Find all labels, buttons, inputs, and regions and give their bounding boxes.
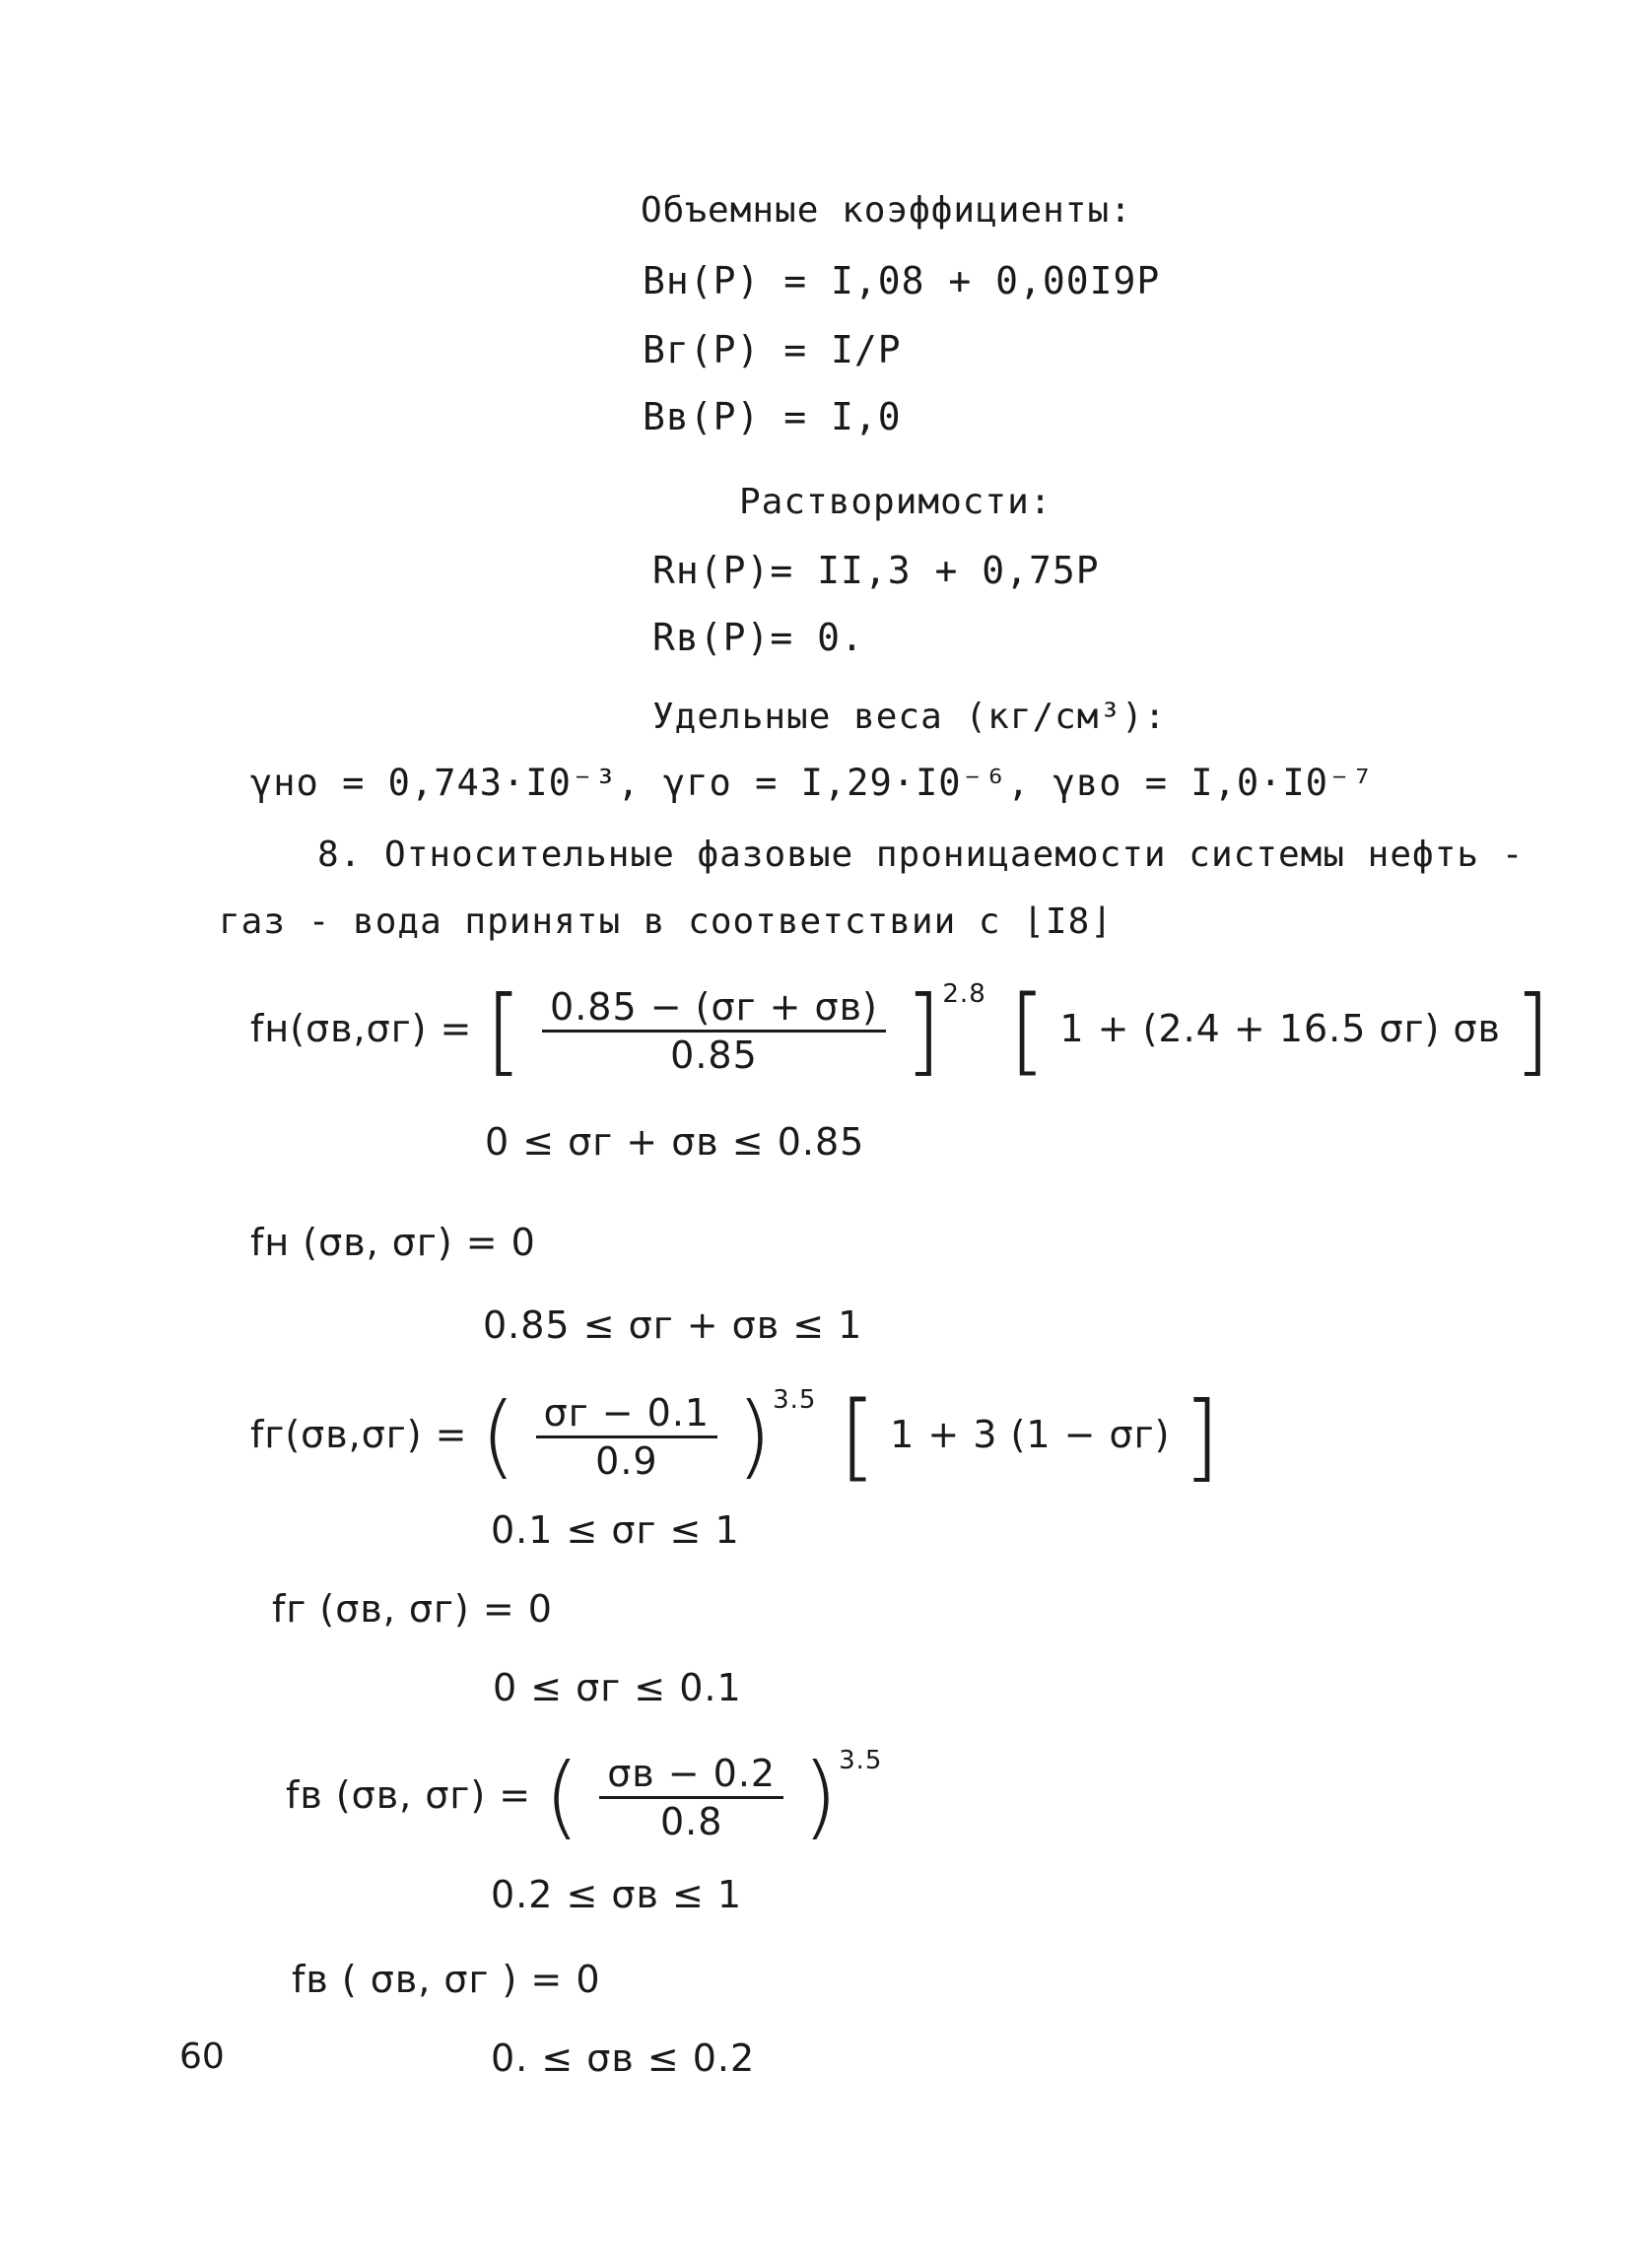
close-paren: ) xyxy=(736,1383,774,1490)
formula-fg-1-lhs: fг(σв,σг) = xyxy=(250,1413,468,1456)
formula-fn-1-numerator: 0.85 − (σг + σв) xyxy=(542,988,886,1033)
specific-weights-heading: Удельные веса (кг/см³): xyxy=(652,697,1167,737)
formula-fg-2: fг (σв, σг) = 0 xyxy=(272,1587,553,1631)
page-number: 60 xyxy=(179,2036,225,2077)
open-bracket: [ xyxy=(839,1381,878,1493)
open-bracket: [ xyxy=(485,975,523,1087)
open-paren: ( xyxy=(544,1744,581,1850)
formula-fw-2-condition: 0. ≤ σв ≤ 0.2 xyxy=(491,2036,756,2080)
formula-fn-1-denominator: 0.85 xyxy=(670,1034,758,1077)
formula-fw-1-condition: 0.2 ≤ σв ≤ 1 xyxy=(491,1873,743,1916)
formula-fw-1-fraction xyxy=(599,1752,783,1843)
formula-fn-1-rest: 1 + (2.4 + 16.5 σг) σв xyxy=(1059,1007,1501,1050)
b-water-formula: Bв(P) = I,0 xyxy=(643,395,902,438)
close-paren: ) xyxy=(802,1744,840,1850)
formula-fn-1-condition: 0 ≤ σг + σв ≤ 0.85 xyxy=(485,1120,865,1164)
formula-fg-1-rest: 1 + 3 (1 − σг) xyxy=(890,1413,1171,1456)
formula-fg-1-denominator: 0.9 xyxy=(595,1439,658,1483)
formula-fg-1 xyxy=(250,1381,1221,1493)
formula-fg-2-condition: 0 ≤ σг ≤ 0.1 xyxy=(493,1666,742,1709)
formula-fn-1-exponent: 2.8 xyxy=(942,979,986,1009)
formula-fw-1-denominator: 0.8 xyxy=(659,1800,723,1843)
b-gas-formula: Bг(P) = I/P xyxy=(643,328,902,371)
solubility-heading: Растворимости: xyxy=(739,482,1053,522)
formula-fw-1-lhs: fв (σв, σг) = xyxy=(286,1773,532,1817)
formula-fg-1-numerator: σг − 0.1 xyxy=(536,1394,717,1438)
section-8-line-2: газ - вода приняты в соответствии с ⌊I8⌋ xyxy=(219,901,1113,942)
formula-fg-1-condition: 0.1 ≤ σг ≤ 1 xyxy=(491,1508,740,1552)
close-bracket: ] xyxy=(904,975,943,1087)
b-oil-formula: Bн(P) = I,08 + 0,00I9P xyxy=(643,259,1161,302)
r-oil-formula: Rн(P)= II,3 + 0,75P xyxy=(652,549,1100,592)
close-bracket: ] xyxy=(1183,1381,1221,1493)
formula-fn-2-condition: 0.85 ≤ σг + σв ≤ 1 xyxy=(483,1303,863,1347)
formula-fn-1-fraction xyxy=(542,985,886,1077)
formula-fw-1 xyxy=(286,1744,883,1850)
close-bracket: ] xyxy=(1514,975,1552,1087)
formula-fw-1-numerator: σв − 0.2 xyxy=(599,1755,783,1799)
formula-fg-1-fraction xyxy=(536,1391,717,1483)
section-8-line-1: 8. Относительные фазовые проницаемости системы нефть - xyxy=(317,834,1525,875)
formula-fw-1-exponent: 3.5 xyxy=(839,1746,883,1775)
formula-fw-2: fв ( σв, σг ) = 0 xyxy=(292,1958,601,2001)
open-bracket: [ xyxy=(1008,975,1048,1087)
r-water-formula: Rв(P)= 0. xyxy=(652,616,864,659)
formula-fn-1-lhs: fн(σв,σг) = xyxy=(250,1007,473,1050)
open-paren: ( xyxy=(480,1383,517,1490)
formula-fg-1-exponent: 3.5 xyxy=(773,1385,817,1415)
formula-fn-1 xyxy=(250,975,1552,1087)
volume-coeffs-heading: Объемные коэффициенты: xyxy=(641,190,1132,231)
formula-fn-2: fн (σв, σг) = 0 xyxy=(250,1221,536,1264)
specific-weights-values: γно = 0,743·I0⁻³, γго = I,29·I0⁻⁶, γво = I,0·I0⁻⁷ xyxy=(250,762,1375,804)
